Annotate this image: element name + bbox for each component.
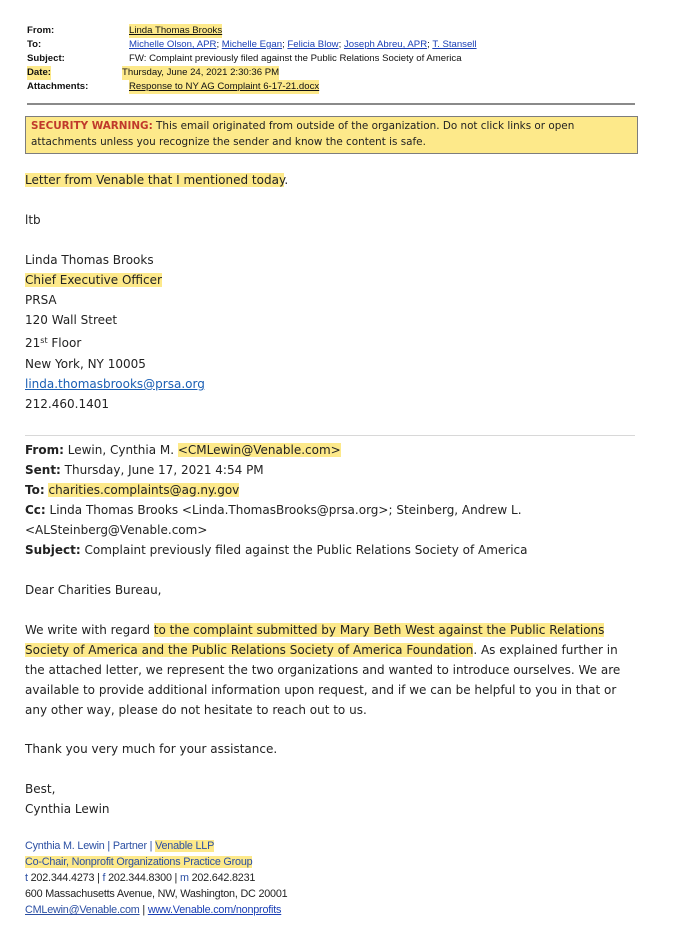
header-divider <box>27 103 635 105</box>
paragraph-highlight-1: to the complaint submitted by Mary Beth West against the Public Relations <box>153 623 605 637</box>
attachments-label: Attachments: <box>27 81 89 92</box>
email-header <box>27 24 637 94</box>
fwd-to-line <box>25 480 239 500</box>
forward-divider <box>25 435 635 436</box>
fwd-from-line <box>25 440 341 460</box>
security-warning-title: SECURITY WARNING: <box>31 120 153 132</box>
venable-sig-cochair: Co-Chair, Nonprofit Organizations Practice Group <box>25 856 253 868</box>
recipient-link[interactable]: Joseph Abreu, APR <box>343 39 428 50</box>
venable-sig-name-line <box>25 838 214 854</box>
phone-m-label: m <box>179 872 189 884</box>
floor-suffix: st <box>40 336 48 345</box>
fwd-sent-label: Sent: <box>25 463 61 477</box>
header-date-row <box>27 66 637 80</box>
security-warning-text: This email originated from outside of the organization. Do not click links or open attachments unless you recognize the sender and know the content is safe. <box>31 120 575 148</box>
fwd-cc-value: Linda Thomas Brooks <Linda.ThomasBrooks@prsa.org>; Steinberg, Andrew L. <box>45 503 522 517</box>
signature-phone: 212.460.1401 <box>25 397 109 411</box>
date-label: Date: <box>27 67 51 78</box>
signature-title: Chief Executive Officer <box>25 273 162 287</box>
recipient-link[interactable]: T. Stansell <box>432 39 477 50</box>
venable-web-link[interactable]: www.Venable.com/nonprofits <box>147 904 282 916</box>
fwd-to-value: charities.complaints@ag.ny.gov <box>48 483 240 497</box>
fwd-sent-line <box>25 460 264 480</box>
from-sender-link[interactable]: Linda Thomas Brooks <box>129 25 223 36</box>
venable-email-link[interactable]: CMLewin@Venable.com <box>25 904 140 916</box>
venable-sig-cochair-line <box>25 854 252 870</box>
fwd-to-label: To: <box>25 483 45 497</box>
venable-sig-firm: Venable LLP <box>155 840 215 852</box>
greeting: Dear Charities Bureau, <box>25 583 162 597</box>
fwd-from-email: <CMLewin@Venable.com> <box>177 443 341 457</box>
from-label: From: <box>27 25 55 36</box>
signature-city: New York, NY 10005 <box>25 357 146 371</box>
header-to-row: To: Michelle Olson, APR; Michelle Egan; Felicia Blow; Joseph Abreu, APR; T. Stansell <box>27 39 477 50</box>
venable-sig-links: CMLewin@Venable.com | www.Venable.com/nonprofits <box>25 904 282 916</box>
date-text: Thursday, June 24, 2021 2:30:36 PM <box>122 67 280 78</box>
fwd-cc-line-2: <ALSteinberg@Venable.com> <box>25 523 208 537</box>
header-from-row <box>27 24 637 38</box>
closing-name: Cynthia Lewin <box>25 802 110 816</box>
signature-email-link[interactable]: linda.thomasbrooks@prsa.org <box>25 377 205 391</box>
phone-f-label: f <box>102 872 106 884</box>
phone-t: 202.344.4273 <box>27 872 95 884</box>
phone-f: 202.344.8300 <box>105 872 172 884</box>
initials: ltb <box>25 213 41 227</box>
signature-email-line <box>25 374 205 394</box>
fwd-subject-line <box>25 540 528 560</box>
recipient-link[interactable]: Michelle Egan <box>221 39 283 50</box>
fwd-from-label: From: <box>25 443 64 457</box>
recipient-link[interactable]: Michelle Olson, APR <box>129 39 217 50</box>
signature-name: Linda Thomas Brooks <box>25 253 154 267</box>
floor-text: Floor <box>47 336 82 350</box>
to-label: To: <box>27 39 42 50</box>
paragraph-rest: . As explained further in <box>473 643 618 657</box>
paragraph-start: We write with regard <box>25 623 154 637</box>
header-attachments-row <box>27 80 637 94</box>
pipe-separator: | <box>104 840 113 852</box>
paragraph-line-4: available to provide additional information upon request, and if we can be helpful to you in that or <box>25 683 617 697</box>
phone-m: 202.642.8231 <box>188 872 256 884</box>
fwd-cc-label: Cc: <box>25 503 46 517</box>
subject-label: Subject: <box>27 53 65 64</box>
paragraph-line-2 <box>25 640 618 660</box>
venable-sig-role: Partner <box>112 840 147 852</box>
fwd-cc-line <box>25 500 522 520</box>
intro-line <box>25 170 288 190</box>
paragraph-line-1 <box>25 620 604 640</box>
intro-highlight: Letter from Venable that I mentioned today <box>25 173 285 187</box>
signature-floor <box>25 333 81 353</box>
security-warning-banner <box>25 116 638 154</box>
venable-sig-address: 600 Massachusetts Avenue, NW, Washington, DC 20001 <box>25 888 288 900</box>
closing: Best, <box>25 782 56 796</box>
fwd-from-name: Lewin, Cynthia M. <box>63 443 178 457</box>
fwd-subject-value: Complaint previously filed against the Public Relations Society of America <box>80 543 528 557</box>
paragraph-highlight-2: Society of America and the Public Relations Society of America Foundation <box>25 643 474 657</box>
attachment-link[interactable]: Response to NY AG Complaint 6-17-21.docx <box>129 81 320 92</box>
venable-sig-phones: t 202.344.4273 | f 202.344.8300 | m 202.642.8231 <box>25 872 256 884</box>
paragraph-line-5: any other way, please do not hesitate to reach out to us. <box>25 703 367 717</box>
floor-number: 21 <box>25 336 41 350</box>
phone-t-label: t <box>25 872 28 884</box>
thanks-line: Thank you very much for your assistance. <box>25 742 278 756</box>
paragraph-line-3: the attached letter, we represent the two organizations and wanted to introduce ourselves. We are <box>25 663 621 677</box>
recipient-link[interactable]: Felicia Blow <box>287 39 339 50</box>
subject-text: FW: Complaint previously filed against the Public Relations Society of America <box>129 53 462 64</box>
pipe-separator: | <box>146 840 156 852</box>
signature-street: 120 Wall Street <box>25 313 118 327</box>
fwd-subject-label: Subject: <box>25 543 81 557</box>
intro-period: . <box>284 173 289 187</box>
signature-org: PRSA <box>25 293 57 307</box>
fwd-sent-value: Thursday, June 17, 2021 4:54 PM <box>60 463 264 477</box>
header-subject-row <box>27 52 637 66</box>
venable-sig-name: Cynthia M. Lewin <box>25 840 105 852</box>
signature-title-line <box>25 270 162 290</box>
